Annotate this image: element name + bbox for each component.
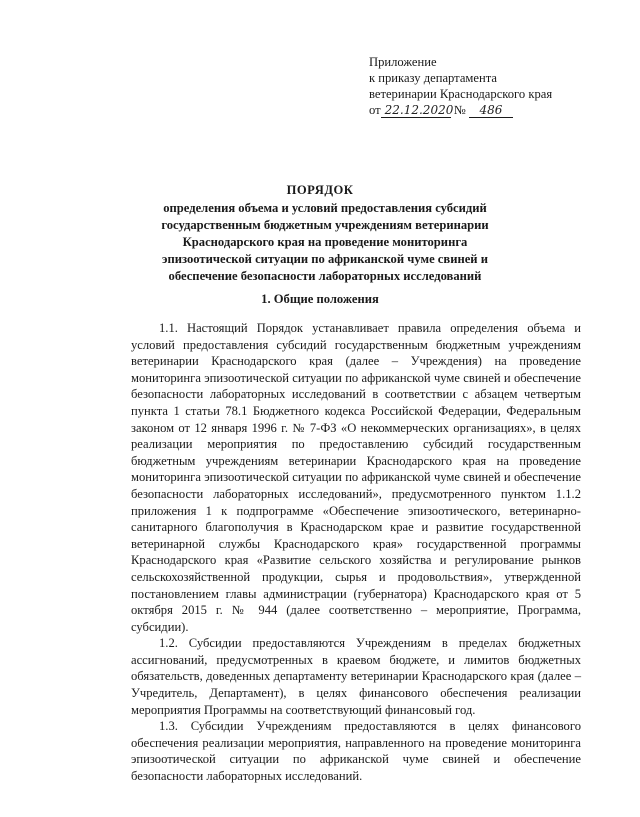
number-sign: № bbox=[453, 103, 466, 117]
paragraph-1-3: 1.3. Субсидии Учреждениям предоставляются в целях финансового обеспечения реализации мероприятия, направленного на проведение мониторинга эпизоотической ситуации по африканской чуме свиней и обеспечение безопасности лабораторных исследований. bbox=[131, 719, 581, 784]
section-heading: 1. Общие положения bbox=[261, 292, 379, 306]
appendix-line-1: Приложение bbox=[369, 55, 437, 69]
document-title: ПОРЯДОК bbox=[286, 183, 354, 197]
paragraph-1-1: 1.1. Настоящий Порядок устанавливает правила определения объема и условий предоставления субсидий государственным бюджетным учреждениям ветеринарии Краснодарского края (далее – Учреждения) на проведение мониторинга эпизоотической ситуации по африканской чуме свиней и обеспечение безопасности лабораторных исследований в соответствии с абзацем четвертым пункта 1 статьи 78.1 Бюджетного кодекса Российской Федерации, Федеральным законом от 12 января 1996 г. № 7-ФЗ «О некоммерческих организациях», в целях реализации мероприятия по предоставлению субсидий государственным бюджетным учреждениям ветеринарии Краснодарского края на проведение мониторинга эпизоотической ситуации по африканской чуме свиней и обеспечение безопасности лабораторных исследований», предусмотренного пунктом 1.1.2 приложения 1 к подпрограмме «Обеспечение эпизоотического, ветеринарно-санитарного благополучия в Краснодарском крае и развитие государственной ветеринарной службы Краснодарского края» государственной программы Краснодарского края «Развитие сельского хозяйства и регулирование рынков сельскохозяйственной продукции, сырья и продовольствия», утвержденной постановлением главы администрации (губернатора) Краснодарского края от 5 октября 2015 г. № 944 (далее соответственно – мероприятие, Программа, субсидии). bbox=[131, 321, 581, 634]
document-subtitle: определения объема и условий предоставления субсидий государственным бюджетным учреждениям ветеринарии Краснодарского края на проведение мониторинга эпизоотической ситуации по африканской чуме свиней и обеспечение безопасности лабораторных исследований bbox=[161, 201, 489, 283]
paragraph-1-2: 1.2. Субсидии предоставляются Учреждениям в пределах бюджетных ассигнований, предусмотренных в краевом бюджете, и лимитов бюджетных обязательств, доведенных департаменту ветеринарии Краснодарского края (далее – Учредитель, Департамент), в целях финансового обеспечения реализации мероприятия Программы на соответствующий финансовый год. bbox=[131, 636, 581, 717]
appendix-line-3: ветеринарии Краснодарского края bbox=[369, 87, 553, 101]
handwritten-number: 486 bbox=[469, 104, 513, 118]
document-body bbox=[131, 320, 581, 785]
handwritten-date: 22.12.2020 bbox=[381, 104, 451, 118]
appendix-block bbox=[369, 54, 552, 118]
appendix-line-2: к приказу департамента bbox=[369, 71, 497, 85]
date-prefix: от bbox=[369, 103, 381, 117]
appendix-date-line bbox=[369, 102, 552, 118]
